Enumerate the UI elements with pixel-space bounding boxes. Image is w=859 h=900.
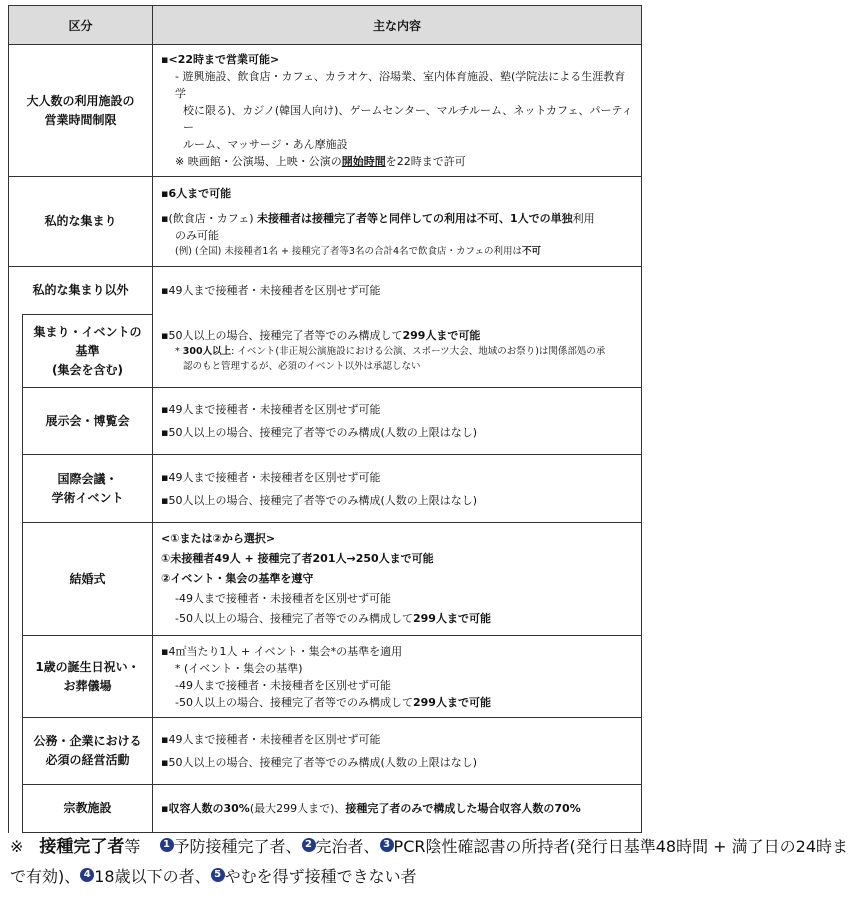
footnote-term: 接種完了者 xyxy=(39,837,125,857)
circled-number-2: 2 xyxy=(302,838,316,852)
subcategory-cell: 国際会議・ 学術イベント xyxy=(23,455,153,523)
table-row xyxy=(9,523,642,636)
table-row xyxy=(9,455,642,523)
subcategory-cell: 展示会・博覧会 xyxy=(23,388,153,455)
footnote: ※ 接種完了者等 1 予防接種完了者、 2 完治者、 3 PCR陰性確認書の所持者(発行日基準48時間 + 満了日の24時まで有効)、 4 18歳以下の者、 5 やむを得ず接種できない者 xyxy=(10,837,849,886)
table-row xyxy=(9,45,642,177)
circled-number-5: 5 xyxy=(211,868,225,882)
category-cell: 私的な集まり xyxy=(9,177,153,267)
header-category: 区分 xyxy=(9,6,153,45)
content-cell: ▪49人まで接種者・未接種者を区別せず可能 ▪50人以上の場合、接種完了者等でのみ構成(人数の上限はなし) xyxy=(153,718,642,785)
restrictions-table xyxy=(8,5,642,833)
table-row xyxy=(9,785,642,833)
content-cell: ▪<22時まで営業可能> - 遊興施設、飲食店・カフェ、カラオケ、浴場業、室内体育施設、塾(学院法による生涯教育学 校に限る)、カジノ(韓国人向け)、ゲームセンター、マルチルーム、ネットカフェ、パーティー ルーム、マッサージ・あん摩施設 ※ 映画館・公演場、上映・公演の開始時間を22時まで許可 xyxy=(153,45,642,177)
content-cell: ▪収容人数の30%(最大299人まで)、接種完了者のみで構成した場合収容人数の70% xyxy=(153,785,642,833)
category-cell: 大人数の利用施設の 営業時間制限 xyxy=(9,45,153,177)
note-mark: ※ xyxy=(10,837,24,856)
header-content: 主な内容 xyxy=(153,6,642,45)
subcategory-cell: 結婚式 xyxy=(23,523,153,636)
table-row xyxy=(9,267,642,315)
table-row xyxy=(9,388,642,455)
content-cell: ▪49人まで接種者・未接種者を区別せず可能 xyxy=(153,267,642,315)
circled-number-1: 1 xyxy=(160,838,174,852)
subcategory-cell: 宗教施設 xyxy=(23,785,153,833)
table-row xyxy=(9,315,642,388)
category-cell: 私的な集まり以外 xyxy=(9,267,153,315)
content-cell: ▪6人まで可能 ▪(飲食店・カフェ) 未接種者は接種完了者等と同伴しての利用は不可、1人での単独利用 のみ可能 (例) (全国) 未接種者1名 + 接種完了者等3名の合計4名で飲食店・カフェの利用は不可 xyxy=(153,177,642,267)
table-header-row xyxy=(9,6,642,45)
content-cell: ▪49人まで接種者・未接種者を区別せず可能 ▪50人以上の場合、接種完了者等でのみ構成(人数の上限はなし) xyxy=(153,388,642,455)
content-cell: ▪4㎡当たり1人 + イベント・集会*の基準を適用 * (イベント・集会の基準) -49人まで接種者・未接種者を区別せず可能 -50人以上の場合、接種完了者等でのみ構成して299人まで可能 xyxy=(153,636,642,718)
subcategory-cell: 集まり・イベントの 基準 (集会を含む) xyxy=(23,315,153,388)
table-row xyxy=(9,636,642,718)
content-cell: <①または②から選択> ①未接種者49人 + 接種完了者201人→250人まで可能 ②イベント・集会の基準を遵守 -49人まで接種者・未接種者を区別せず可能 -50人以上の場合、接種完了者等でのみ構成して299人まで可能 xyxy=(153,523,642,636)
content-cell: ▪49人まで接種者・未接種者を区別せず可能 ▪50人以上の場合、接種完了者等でのみ構成(人数の上限はなし) xyxy=(153,455,642,523)
content-cell: ▪50人以上の場合、接種完了者等でのみ構成して299人まで可能 * 300人以上: イベント(非正規公演施設における公演、スポーツ大会、地域のお祭り)は関係部処の承 認のもと管理するが、必須のイベント以外は承認しない xyxy=(153,315,642,388)
subcategory-cell: 公務・企業における 必須の経営活動 xyxy=(23,718,153,785)
circled-number-4: 4 xyxy=(80,868,94,882)
circled-number-3: 3 xyxy=(380,838,394,852)
table-row xyxy=(9,718,642,785)
table-row xyxy=(9,177,642,267)
subcategory-cell: 1歳の誕生日祝い・ お葬儀場 xyxy=(23,636,153,718)
